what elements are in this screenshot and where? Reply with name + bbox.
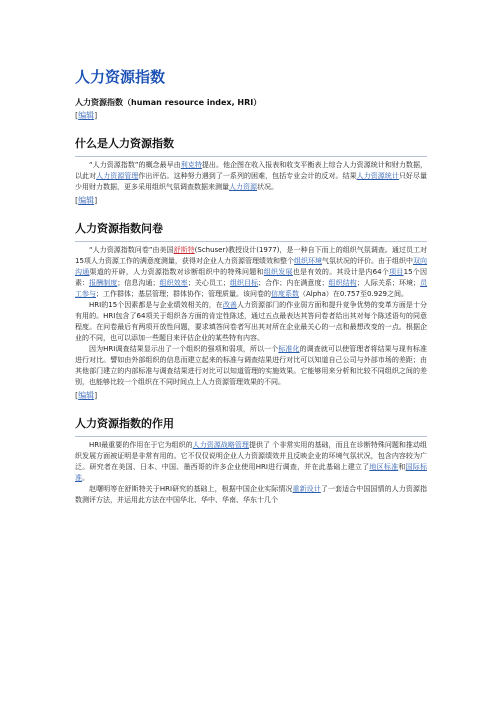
text-run: 气氛状况的评价。由于组织中	[321, 257, 414, 265]
bracket: [	[75, 391, 79, 400]
inline-link[interactable]: 舒斯特	[173, 246, 195, 254]
text-run: 也是有效的。其设计是内64个	[292, 268, 390, 276]
text-run: 赵曙明等在舒斯特关于HRI研究的基础上，根据中国企业实际情况	[89, 485, 293, 493]
inline-link[interactable]: 人力资源	[229, 183, 257, 191]
text-run: 提出。他企图在收入报表和收支平衡表上综合人力资源统计和财力数据，以此对	[75, 161, 427, 180]
body-paragraph	[75, 160, 427, 193]
section-heading: 人力资源指数的作用	[75, 415, 427, 437]
text-run: ；关心员工；	[187, 279, 230, 287]
text-run: (Schuser)教授设计(1977)，是一种自下而上的组织气氛调查。通过员工对15项人力资源工作的满意度测量，获得对企业人力资源管理绩效和整个	[75, 246, 427, 265]
inline-link[interactable]: 重新设计	[292, 485, 321, 493]
section-heading: 人力资源指数问卷	[75, 220, 427, 242]
inline-link[interactable]: 信度系数	[271, 290, 299, 298]
body-paragraph	[75, 440, 427, 484]
article-sections	[75, 135, 427, 506]
text-run: 提供了 个非常实用的基础，而且在诊断特殊问题和推动组织发展方面被证明是非常有用的。它不仅仅说明企业人力资源绩效并且反映企业的环境气氛状况，包含内容较为广泛。研究者在美国、日本、中国、墨西哥的许多企业使用HRI进行调查，并在此基础上建立了	[75, 441, 427, 471]
inline-link[interactable]: 项目	[389, 268, 404, 276]
inline-link[interactable]: 组织目标	[229, 279, 259, 287]
section-heading: 什么是人力资源指数	[75, 135, 427, 157]
edit-link-label[interactable]: 编辑	[78, 111, 95, 120]
inline-link[interactable]: 标准化	[278, 345, 300, 353]
body-paragraph	[75, 245, 427, 300]
inline-link[interactable]: 双向沟通	[75, 257, 428, 276]
text-run: 因为HRI调查结果显示出了一个组织的强项和弱项，所以一个	[89, 345, 279, 353]
edit-link-label[interactable]: 编辑	[78, 391, 95, 400]
text-run: ；合作；内在满意度；	[258, 279, 329, 287]
inline-link[interactable]: 组织环境	[293, 257, 322, 265]
text-run: 的调查就可以使管理者将结果与现有标准进行对比。譬如由外部组织的信息而建立起来的标准与调查结果进行对比可以知道自己公司与外部市场的差距；由其他部门建立的内部标准与调查结果进行对比可以知道管理的实施效果。它能够用来分析和比较不同组织之间的差别，也能够比较一个组织在不同时间点上人力资源管理效果的不同。	[75, 345, 427, 386]
inline-link[interactable]: 人力资源统计	[356, 172, 399, 180]
body-paragraph	[75, 344, 427, 388]
body-paragraph	[75, 484, 427, 506]
inline-link[interactable]: 报酬制度	[89, 279, 118, 287]
text-run: 。	[82, 474, 89, 482]
inline-link[interactable]: 组织效率	[159, 279, 188, 287]
text-run: 和	[398, 463, 406, 471]
text-run: （Alpha）在0.757至0.929之间。	[299, 290, 408, 298]
text-run: HRI的15个因素都是与企业绩效相关的，在	[89, 301, 223, 309]
edit-link[interactable]	[75, 390, 427, 401]
text-run: 作出评估。这种努力遇到了一系列的困难，包括专业会计的反对。结果	[138, 172, 357, 180]
text-run: ；工作群体；基层管理；群体协作；管理质量。该问卷的	[96, 290, 271, 298]
text-run: ；人际关系；环境；	[356, 279, 421, 287]
inline-link[interactable]: 人力资源战略管理	[192, 441, 249, 449]
text-run: “人力资源指数”的概念最早由	[89, 161, 181, 169]
inline-link[interactable]: 组织发展	[263, 268, 293, 276]
text-run: 15个因素：	[75, 268, 428, 287]
inline-link[interactable]: 地区标准	[369, 463, 399, 471]
bracket: ]	[94, 196, 98, 205]
inline-link[interactable]: 利克特	[180, 161, 202, 169]
text-run: 渠道的开辟，人力资源指数对诊断组织中的特殊问题和	[89, 268, 264, 276]
text-run: HRI最重要的作用在于它为组织的	[89, 441, 193, 449]
edit-link[interactable]	[75, 195, 427, 206]
inline-link[interactable]: 组织结构	[328, 279, 357, 287]
inline-link[interactable]: 国际标准	[75, 463, 428, 482]
inline-link[interactable]: 员工参与	[75, 279, 428, 298]
edit-link-label[interactable]: 编辑	[78, 196, 95, 205]
bracket: ]	[94, 391, 98, 400]
document-page	[75, 60, 427, 506]
inline-link[interactable]: 改善	[222, 301, 237, 309]
text-run: 人力资源部门的作业弱方面和提升竞争优势的变革方面是十分有用的。HRI包含了64项关于组织各方面的肯定性陈述，通过五点最表达其答问卷者给出其对每个陈述语句的同意程度。在问卷最后有两项开放性问题，要求填答问卷者写出其对所在企业最关心的一点和最想改变的一点。根据企业的不同，也可以添加一些题目来评估企业的某些特有内容。	[75, 301, 428, 342]
bracket: [	[75, 196, 79, 205]
edit-link-intro[interactable]: [编辑]	[75, 111, 98, 120]
text-run: 只好尽量少用财力数据，更多采用组织气氛调查数据来测量	[75, 172, 428, 191]
text-run: 了一套适合中国国情的人力资源指数测评方法，并运用此方法在中国华北、华中、华南、华东十几个	[75, 485, 428, 504]
page-title: 人力资源指数	[75, 68, 166, 86]
text-run: 状况。	[257, 183, 278, 191]
text-run: ；信息沟通；	[117, 279, 160, 287]
body-paragraph	[75, 300, 427, 344]
text-run: “人力资源指数问卷”由美国	[89, 246, 174, 254]
inline-link[interactable]: 人力资源管理	[96, 172, 139, 180]
article-subtitle: 人力资源指数（human resource index, HRI）	[75, 98, 262, 107]
